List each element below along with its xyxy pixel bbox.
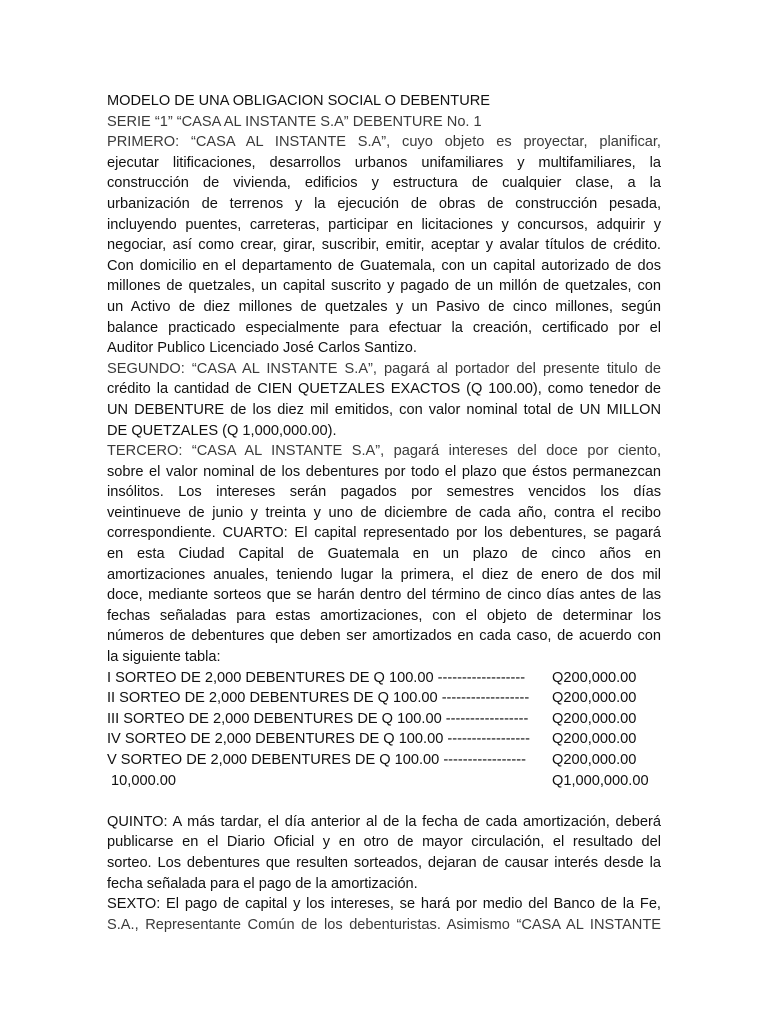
table-row-label: I SORTEO DE 2,000 DEBENTURES DE Q 100.00 ------------------ — [107, 669, 526, 686]
text-line: la siguiente tabla: — [107, 649, 221, 666]
text-line: negociar, así como crear, girar, suscribir, emitir, aceptar y avalar títulos de crédito. — [107, 237, 661, 254]
table-row-amount: Q200,000.00 — [552, 752, 637, 768]
table-row — [107, 750, 661, 771]
text-line: urbanización de terrenos y la ejecución de obras de construcción pesada, — [107, 195, 661, 212]
text-line: fechas señaladas para estas amortizaciones, con el objeto de determinar los — [107, 607, 661, 624]
table-row — [107, 729, 661, 750]
clause-tercero — [107, 441, 661, 668]
blank-line — [107, 791, 661, 812]
table-row — [107, 688, 661, 709]
clause-primero — [107, 132, 661, 359]
clause-quinto — [107, 812, 661, 894]
document-title: MODELO DE UNA OBLIGACION SOCIAL O DEBENTURE — [107, 93, 491, 109]
text-line: PRIMERO: “CASA AL INSTANTE S.A”, cuyo objeto es proyectar, planificar, — [107, 134, 661, 151]
text-line: Con domicilio en el departamento de Guatemala, con un capital autorizado de dos — [107, 257, 661, 274]
text-line: publicarse en el Diario Oficial y en otro de mayor circulación, el resultado del — [107, 834, 661, 851]
table-row-label: IV SORTEO DE 2,000 DEBENTURES DE Q 100.00 ----------------- — [107, 731, 530, 748]
table-row-label: V SORTEO DE 2,000 DEBENTURES DE Q 100.00 ----------------- — [107, 752, 526, 768]
table-row-amount: Q200,000.00 — [552, 669, 637, 686]
amortization-table — [107, 668, 661, 792]
text-line: fecha señalada para el pago de la amortización. — [107, 875, 418, 892]
table-row — [107, 668, 661, 689]
table-row-label: II SORTEO DE 2,000 DEBENTURES DE Q 100.00 ------------------ — [107, 690, 530, 707]
text-line: números de debentures que deben ser amortizados en cada caso, de acuerdo con — [107, 628, 661, 645]
text-line: millones de quetzales, un capital suscrito y pagado de un millón de quetzales, con — [107, 278, 661, 295]
table-row-amount: Q200,000.00 — [552, 710, 637, 727]
text-line: DE QUETZALES (Q 1,000,000.00). — [107, 422, 337, 439]
text-line: un Activo de diez millones de quetzales y un Pasivo de cinco millones, según — [107, 298, 661, 315]
table-total-amount: Q1,000,000.00 — [552, 772, 649, 789]
table-row — [107, 709, 661, 730]
text-line: S.A., Representante Común de los debenturistas. Asimismo “CASA AL INSTANTE — [107, 916, 661, 933]
text-line: crédito la cantidad de CIEN QUETZALES EXACTOS (Q 100.00), como tenedor de — [107, 381, 661, 398]
table-row-amount: Q200,000.00 — [552, 690, 637, 707]
text-line: veintinueve de junio y treinta y uno de diciembre de cada año, contra el recibo — [107, 504, 661, 521]
clause-segundo — [107, 359, 661, 441]
document-page — [107, 91, 661, 935]
table-total-label: 10,000.00 — [107, 772, 176, 789]
text-line: sorteo. Los debentures que resulten sorteados, dejaran de causar interés desde la — [107, 854, 661, 871]
text-line: doce, mediante sorteos que se harán dentro del término de cinco días antes de las — [107, 587, 661, 604]
text-line: balance practicado especialmente para efectuar la creación, certificado por el — [107, 319, 661, 336]
text-line: construcción de vivienda, edificios y estructura de cualquier clase, a la — [107, 175, 661, 192]
text-line: SEGUNDO: “CASA AL INSTANTE S.A”, pagará al portador del presente titulo de — [107, 360, 661, 377]
text-line: UN DEBENTURE de los diez mil emitidos, con valor nominal total de UN MILLON — [107, 401, 661, 418]
text-line: SEXTO: El pago de capital y los intereses, se hará por medio del Banco de la Fe, — [107, 896, 661, 913]
text-line: sobre el valor nominal de los debentures por todo el plazo que éstos permanezcan — [107, 463, 661, 480]
text-line: correspondiente. CUARTO: El capital representado por los debentures, se pagará — [107, 525, 661, 542]
table-row-label: III SORTEO DE 2,000 DEBENTURES DE Q 100.00 ----------------- — [107, 710, 529, 727]
clause-sexto — [107, 894, 661, 935]
serie-line: SERIE “1” “CASA AL INSTANTE S.A” DEBENTURE No. 1 — [107, 113, 482, 130]
text-line: insólitos. Los intereses serán pagados por semestres vencidos los días — [107, 484, 661, 501]
text-line: incluyendo puentes, carreteras, participar en licitaciones y concursos, adquirir y — [107, 216, 661, 233]
text-line: TERCERO: “CASA AL INSTANTE S.A”, pagará intereses del doce por ciento, — [107, 443, 661, 460]
text-line: amortizaciones anuales, teniendo lugar la primera, el diez de enero de dos mil — [107, 566, 661, 583]
table-total-row — [107, 771, 661, 792]
table-row-amount: Q200,000.00 — [552, 731, 637, 748]
text-line: Auditor Publico Licenciado José Carlos Santizo. — [107, 340, 417, 357]
text-line: QUINTO: A más tardar, el día anterior al de la fecha de cada amortización, deberá — [107, 813, 661, 830]
text-line: en esta Ciudad Capital de Guatemala en un plazo de cinco años en — [107, 546, 661, 563]
text-line: ejecutar litificaciones, desarrollos urbanos unifamiliares y multifamiliares, la — [107, 154, 661, 171]
